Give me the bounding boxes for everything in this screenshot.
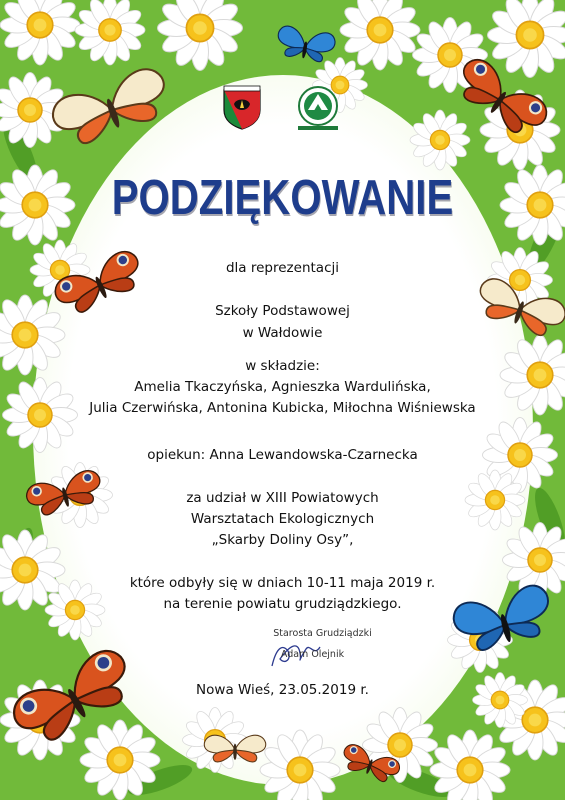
county-crest-logo bbox=[222, 84, 262, 130]
supervisor-line: opiekun: Anna Lewandowska-Czarnecka bbox=[147, 447, 418, 463]
place-date: Nowa Wieś, 23.05.2019 r. bbox=[196, 682, 369, 698]
signatory-role: Starosta Grudziądzki bbox=[273, 628, 372, 639]
signatory-name: Adam Olejnik bbox=[280, 649, 345, 660]
school-name-line2: w Wałdowie bbox=[242, 325, 323, 341]
event-name: „Skarby Doliny Osy”, bbox=[211, 532, 354, 548]
participants-line2: Julia Czerwińska, Antonina Kubicka, Miłochna Wiśniewska bbox=[89, 400, 476, 416]
school-name-line1: Szkoły Podstawowej bbox=[215, 303, 350, 319]
event-dates: które odbyły się w dniach 10-11 maja 2019 r. bbox=[129, 575, 436, 591]
state-forests-logo bbox=[290, 80, 346, 136]
page-title: PODZIĘKOWANIE bbox=[111, 171, 454, 225]
composition-label: w składzie: bbox=[245, 358, 320, 374]
event-location: na terenie powiatu grudziądzkiego. bbox=[163, 596, 402, 612]
event-line2: Warsztatach Ekologicznych bbox=[190, 511, 375, 527]
participants-line1: Amelia Tkaczyńska, Agnieszka Wardulińska, bbox=[134, 379, 431, 395]
recipient-intro: dla reprezentacji bbox=[225, 260, 339, 276]
logos bbox=[0, 78, 565, 138]
event-line1: za udział w XIII Powiatowych bbox=[186, 490, 379, 506]
